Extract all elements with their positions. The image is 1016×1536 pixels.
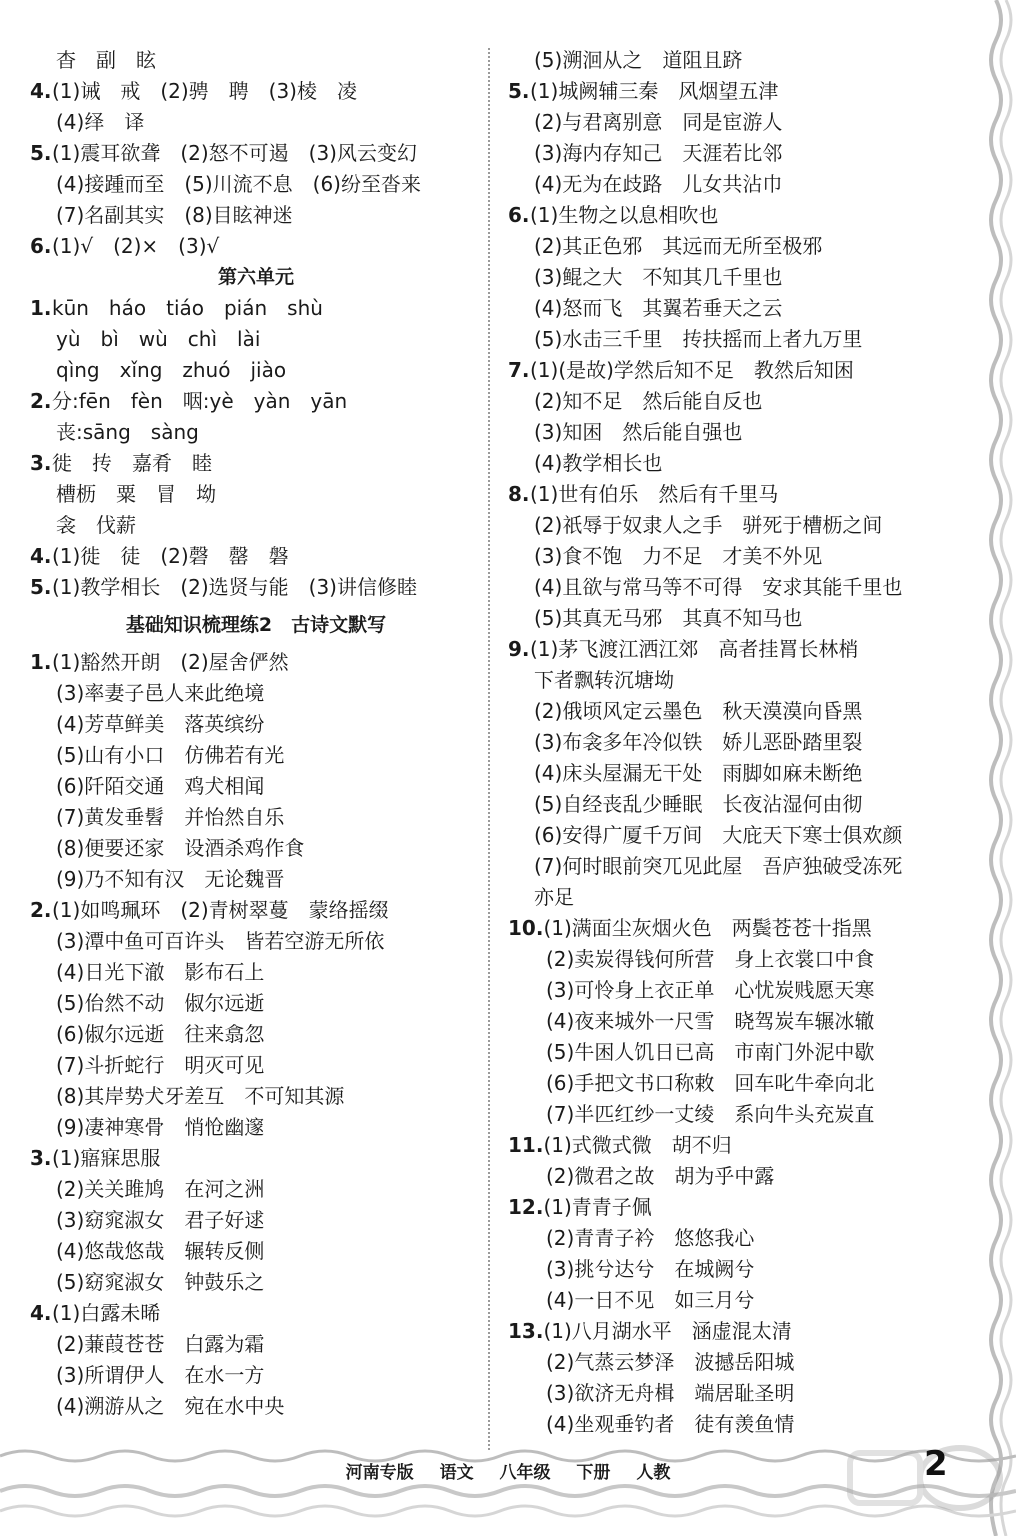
answer-line: [30, 1267, 482, 1298]
answer-line: [508, 727, 960, 758]
answer-text: (2)祇辱于奴隶人之手 骈死于槽枥之间: [534, 513, 883, 537]
answer-line: [508, 479, 960, 510]
answer-text: (3)鲲之大 不知其几千里也: [534, 265, 783, 289]
answer-line: [30, 386, 482, 417]
answer-text: (7)半匹红纱一丈绫 系向牛头充炭直: [546, 1102, 875, 1126]
answer-line: [508, 138, 960, 169]
answer-text: (1)诫 戒 (2)骋 聘 (3)棱 凌: [52, 79, 357, 103]
answer-text: (2)蒹葭苍苍 白露为霜: [56, 1332, 265, 1356]
footer-volume: 下册: [576, 1463, 611, 1483]
answer-text: (2)俄顷风定云墨色 秋天漠漠向昏黑: [534, 699, 863, 723]
answer-line: [508, 231, 960, 262]
footer-edition: 河南专版: [345, 1463, 414, 1483]
answer-text: (3)布衾多年冷似铁 娇儿恶卧踏里裂: [534, 730, 863, 754]
question-number: 2.: [30, 898, 52, 922]
answer-text: (5)其真无马邪 其真不知马也: [534, 606, 803, 630]
question-number: 4.: [30, 544, 52, 568]
answer-text: kūn háo tiáo pián shù: [52, 296, 323, 320]
answer-text: qìng xǐng zhuó jiào: [56, 358, 287, 382]
answer-text: (1)如鸣珮环 (2)青树翠蔓 蒙络摇缀: [52, 898, 389, 922]
answer-text: (5)牛困人饥日已高 市南门外泥中歇: [546, 1040, 875, 1064]
answer-line: [508, 696, 960, 727]
answer-line: [30, 541, 482, 572]
answer-line: [508, 169, 960, 200]
answer-text: 亦足: [534, 885, 574, 909]
answer-line: [508, 1285, 960, 1316]
answer-line: [30, 45, 482, 76]
right-column: [508, 45, 960, 1440]
answer-text: (7)何时眼前突兀见此屋 吾庐独破受冻死: [534, 854, 903, 878]
answer-line: [30, 448, 482, 479]
answer-line: [30, 1298, 482, 1329]
answer-line: [508, 944, 960, 975]
answer-line: [508, 882, 960, 913]
answer-line: [508, 386, 960, 417]
answer-line: [30, 138, 482, 169]
answer-line: [508, 820, 960, 851]
answer-line: [30, 1360, 482, 1391]
answer-line: [508, 1316, 960, 1347]
answer-text: (4)绎 译: [56, 110, 145, 134]
answer-text: (3)海内存知己 天涯若比邻: [534, 141, 783, 165]
answer-text: (2)关关雎鸠 在河之洲: [56, 1177, 265, 1201]
answer-line: [30, 1236, 482, 1267]
answer-text: (3)所谓伊人 在水一方: [56, 1363, 265, 1387]
answer-line: [30, 740, 482, 771]
answer-line: [508, 1037, 960, 1068]
answer-text: (5)自经丧乱少睡眠 长夜沾湿何由彻: [534, 792, 863, 816]
answer-line: [30, 647, 482, 678]
question-number: 3.: [30, 1146, 52, 1170]
section-heading: 基础知识梳理练2 古诗文默写: [125, 614, 387, 636]
answer-line: [508, 1223, 960, 1254]
answer-line: [30, 293, 482, 324]
answer-text: 衾 伐薪: [56, 513, 136, 537]
answer-line: [30, 1174, 482, 1205]
answer-line: [30, 833, 482, 864]
answer-line: [30, 417, 482, 448]
answer-text: (1)徙 徒 (2)磬 罄 磐: [52, 544, 289, 568]
answer-text: yù bì wù chì lài: [56, 327, 261, 351]
section-heading: 第六单元: [217, 266, 294, 288]
answer-text: (1)生物之以息相吹也: [530, 203, 719, 227]
answer-text: (1)满面尘灰烟火色 两鬓苍苍十指黑: [543, 916, 872, 940]
answer-line: [30, 864, 482, 895]
answer-line: [508, 913, 960, 944]
answer-text: (1)白露未晞: [52, 1301, 161, 1325]
answer-text: (3)挑兮达兮 在城阙兮: [546, 1257, 755, 1281]
answer-line: [30, 1391, 482, 1422]
answer-line: [30, 510, 482, 541]
question-number: 12.: [508, 1195, 544, 1219]
answer-line: [508, 355, 960, 386]
answer-text: (7)黄发垂髫 并怡然自乐: [56, 805, 285, 829]
answer-text: (4)芳草鲜美 落英缤纷: [56, 712, 265, 736]
footer-subject: 语文: [439, 1463, 474, 1483]
answer-line: [508, 1161, 960, 1192]
answer-line: [508, 107, 960, 138]
answer-text: (2)卖炭得钱何所营 身上衣裳口中食: [546, 947, 875, 971]
answer-text: (4)日光下澈 影布石上: [56, 960, 265, 984]
answer-text: (1)震耳欲聋 (2)怒不可遏 (3)风云变幻: [52, 141, 417, 165]
answer-text: (2)气蒸云梦泽 波撼岳阳城: [546, 1350, 795, 1374]
answer-line: [508, 975, 960, 1006]
answer-text: (3)率妻子邑人来此绝境: [56, 681, 265, 705]
answer-line: [508, 758, 960, 789]
answer-line: [508, 1378, 960, 1409]
answer-text: (4)怒而飞 其翼若垂天之云: [534, 296, 783, 320]
answer-text: (7)斗折蛇行 明灭可见: [56, 1053, 265, 1077]
answer-text: (4)且欲与常马等不可得 安求其能千里也: [534, 575, 903, 599]
answer-text: (1)茅飞渡江洒江郊 高者挂罥长林梢: [530, 637, 859, 661]
question-number: 1.: [30, 296, 52, 320]
answer-text: (2)与君离别意 同是宦游人: [534, 110, 783, 134]
question-number: 2.: [30, 389, 52, 413]
answer-text: (2)青青子衿 悠悠我心: [546, 1226, 755, 1250]
question-number: 10.: [508, 916, 544, 940]
answer-line: [508, 572, 960, 603]
answer-line: [508, 541, 960, 572]
answer-text: (6)安得广厦千万间 大庇天下寒士俱欢颜: [534, 823, 903, 847]
answer-text: (5)窈窕淑女 钟鼓乐之: [56, 1270, 265, 1294]
answer-text: (4)坐观垂钓者 徒有羡鱼情: [546, 1412, 795, 1436]
answer-line: [30, 76, 482, 107]
answer-line: [508, 448, 960, 479]
answer-text: (6)手把文书口称敕 回车叱牛牵向北: [546, 1071, 875, 1095]
answer-text: 槽枥 粟 冒 坳: [56, 482, 216, 506]
answer-text: (1)豁然开朗 (2)屋舍俨然: [52, 650, 289, 674]
answer-line: [508, 1068, 960, 1099]
answer-line: [30, 1143, 482, 1174]
answer-line: [30, 709, 482, 740]
question-number: 4.: [30, 79, 52, 103]
answer-line: [30, 988, 482, 1019]
answer-line: [30, 895, 482, 926]
answer-text: (8)便要还家 设酒杀鸡作食: [56, 836, 305, 860]
answer-line: [508, 45, 960, 76]
answer-text: (1)城阙辅三秦 风烟望五津: [530, 79, 779, 103]
answer-text: (6)阡陌交通 鸡犬相闻: [56, 774, 265, 798]
question-number: 4.: [30, 1301, 52, 1325]
answer-line: [508, 1099, 960, 1130]
answer-line: [508, 1254, 960, 1285]
answer-line: [30, 572, 482, 603]
answer-text: (5)溯洄从之 道阻且跻: [534, 48, 743, 72]
answer-text: (1)式微式微 胡不归: [543, 1133, 732, 1157]
answer-text: (1)√ (2)× (3)√: [52, 234, 220, 258]
question-number: 7.: [508, 358, 530, 382]
answer-line: [30, 1081, 482, 1112]
answer-line: [508, 851, 960, 882]
column-divider: [488, 48, 490, 1450]
question-number: 1.: [30, 650, 52, 674]
answer-text: 分:fēn fèn 咽:yè yàn yān: [52, 389, 348, 413]
answer-line: [30, 1019, 482, 1050]
answer-line: [508, 665, 960, 696]
answer-line: [508, 293, 960, 324]
answer-line: [508, 1006, 960, 1037]
answer-line: [30, 479, 482, 510]
answer-line: [30, 957, 482, 988]
answer-line: [30, 200, 482, 231]
answer-text: 徙 抟 嘉肴 睦: [52, 451, 212, 475]
answer-text: (4)接踵而至 (5)川流不息 (6)纷至沓来: [56, 172, 421, 196]
answer-text: (4)床头屋漏无干处 雨脚如麻未断绝: [534, 761, 863, 785]
answer-text: (7)名副其实 (8)目眩神迷: [56, 203, 293, 227]
answer-line: [508, 634, 960, 665]
answer-text: (4)无为在歧路 儿女共沾巾: [534, 172, 783, 196]
answer-line: [508, 76, 960, 107]
question-number: 5.: [508, 79, 530, 103]
answer-line: [508, 417, 960, 448]
answer-line: [30, 1205, 482, 1236]
answer-text: (2)知不足 然后能自反也: [534, 389, 763, 413]
question-number: 3.: [30, 451, 52, 475]
answer-text: (4)悠哉悠哉 辗转反侧: [56, 1239, 265, 1263]
answer-text: (4)一日不见 如三月兮: [546, 1288, 755, 1312]
question-number: 6.: [30, 234, 52, 258]
question-number: 8.: [508, 482, 530, 506]
answer-text: (3)窈窕淑女 君子好逑: [56, 1208, 265, 1232]
answer-line: [508, 510, 960, 541]
answer-line: [30, 169, 482, 200]
answer-text: (4)教学相长也: [534, 451, 663, 475]
answer-text: (4)溯游从之 宛在水中央: [56, 1394, 285, 1418]
answer-line: [30, 926, 482, 957]
answer-line: [508, 262, 960, 293]
answer-text: (2)其正色邪 其远而无所至极邪: [534, 234, 823, 258]
answer-line: [508, 603, 960, 634]
answer-line: [30, 1050, 482, 1081]
answer-text: (2)微君之故 胡为乎中露: [546, 1164, 775, 1188]
answer-line: [30, 355, 482, 386]
answer-line: [30, 107, 482, 138]
question-number: 9.: [508, 637, 530, 661]
answer-line: [30, 231, 482, 262]
answer-text: (1)青青子佩: [543, 1195, 652, 1219]
answer-text: (5)山有小口 仿佛若有光: [56, 743, 285, 767]
answer-line: [508, 200, 960, 231]
page-number: 2: [924, 1444, 948, 1484]
answer-text: (3)可怜身上衣正单 心忧炭贱愿天寒: [546, 978, 875, 1002]
answer-line: [30, 802, 482, 833]
answer-line: [30, 1329, 482, 1360]
answer-line: [508, 789, 960, 820]
answer-text: (1)(是故)学然后知不足 教然后知困: [530, 358, 854, 382]
answer-text: (5)佁然不动 俶尔远逝: [56, 991, 265, 1015]
answer-line: [30, 324, 482, 355]
answer-text: (3)食不饱 力不足 才美不外见: [534, 544, 823, 568]
answer-text: (9)乃不知有汉 无论魏晋: [56, 867, 285, 891]
answer-text: (5)水击三千里 抟扶摇而上者九万里: [534, 327, 863, 351]
answer-text: 下者飘转沉塘坳: [534, 668, 674, 692]
question-number: 11.: [508, 1133, 544, 1157]
answer-text: (3)欲济无舟楫 端居耻圣明: [546, 1381, 795, 1405]
answer-text: (3)潭中鱼可百许头 皆若空游无所依: [56, 929, 385, 953]
wavy-border-right: [966, 0, 1016, 1536]
footer-publisher: 人教: [636, 1463, 671, 1483]
answer-line: [508, 1192, 960, 1223]
answer-text: 丧:sāng sàng: [56, 420, 199, 444]
answer-line: [508, 1409, 960, 1440]
question-number: 6.: [508, 203, 530, 227]
answer-text: (9)凄神寒骨 悄怆幽邃: [56, 1115, 265, 1139]
answer-text: (1)八月湖水平 涵虚混太清: [543, 1319, 792, 1343]
answer-text: (1)教学相长 (2)选贤与能 (3)讲信修睦: [52, 575, 417, 599]
answer-line: [30, 1112, 482, 1143]
answer-text: 杳 副 眩: [56, 48, 156, 72]
answer-line: [30, 771, 482, 802]
answer-line: [508, 324, 960, 355]
left-column: [30, 45, 482, 1422]
answer-text: (1)寤寐思服: [52, 1146, 161, 1170]
answer-text: (8)其岸势犬牙差互 不可知其源: [56, 1084, 345, 1108]
answer-line: [30, 678, 482, 709]
answer-text: (6)俶尔远逝 往来翕忽: [56, 1022, 265, 1046]
question-number: 5.: [30, 575, 52, 599]
answer-text: (4)夜来城外一尺雪 晓驾炭车辗冰辙: [546, 1009, 875, 1033]
question-number: 5.: [30, 141, 52, 165]
footer-grade: 八年级: [499, 1463, 551, 1483]
answer-line: [508, 1347, 960, 1378]
question-number: 13.: [508, 1319, 544, 1343]
answer-text: (1)世有伯乐 然后有千里马: [530, 482, 779, 506]
answer-line: [508, 1130, 960, 1161]
answer-text: (3)知困 然后能自强也: [534, 420, 743, 444]
